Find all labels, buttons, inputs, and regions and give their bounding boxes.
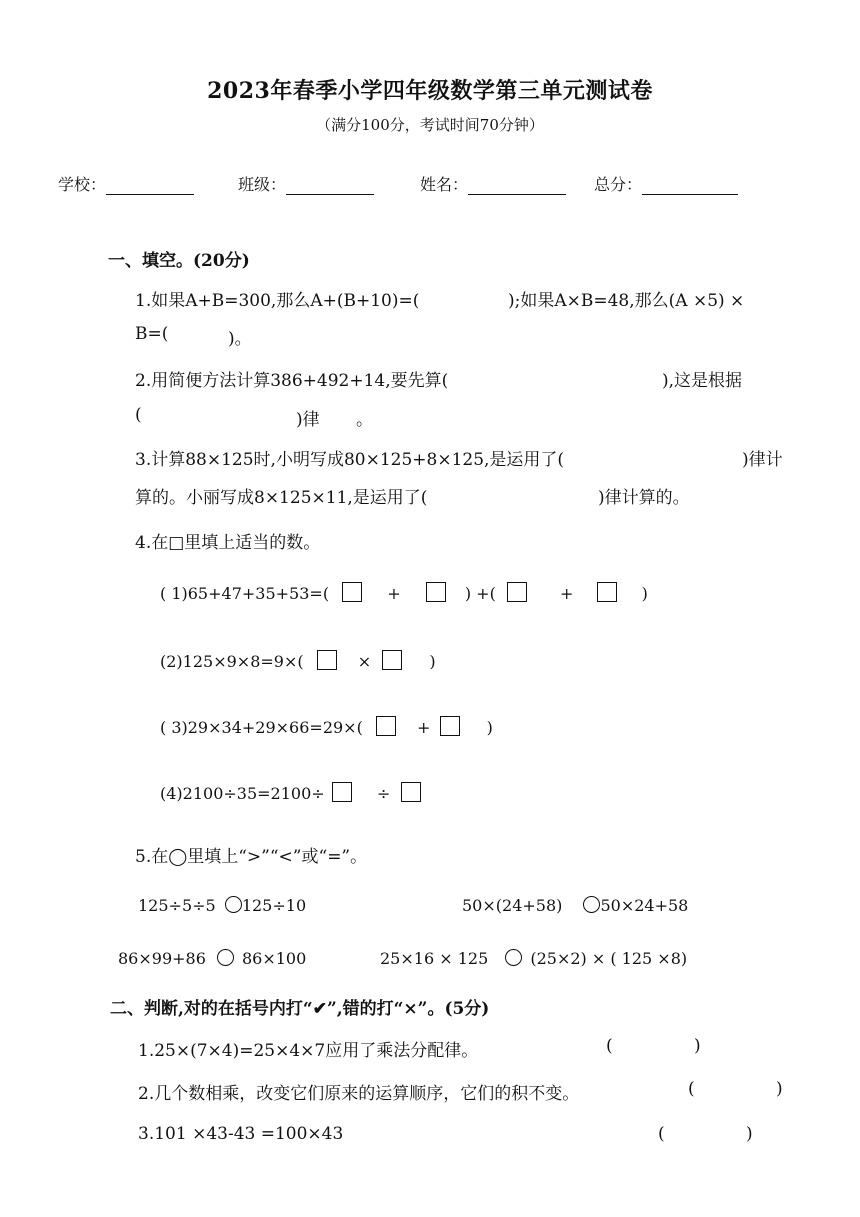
compare-circle[interactable] xyxy=(217,949,234,966)
class-label: 班级： xyxy=(238,175,287,194)
judge-question-3: 3.101 ×43-43 =100×43 xyxy=(138,1124,344,1144)
question-1-3-line2-a: 算的。小丽写成8×125×11,是运用了( xyxy=(135,488,428,508)
name-blank[interactable] xyxy=(468,176,566,195)
answer-box[interactable] xyxy=(440,716,460,736)
eq-text: (4)2100÷35=2100÷ xyxy=(160,784,325,803)
compare-d xyxy=(380,949,687,968)
question-1-2-line2-c: 。 xyxy=(356,410,373,430)
question-1-4-1 xyxy=(160,582,648,603)
compare-left: 25×16 × 125 xyxy=(380,949,489,968)
judge-paren-open-1: ( xyxy=(606,1036,613,1056)
compare-left: 86×99+86 xyxy=(118,949,206,968)
compare-left: 125÷5÷5 xyxy=(138,896,216,915)
question-1-2-part-a: 2.用简便方法计算386+492+14,要先算( xyxy=(135,371,449,391)
eq-text: ) +( xyxy=(464,584,496,603)
question-1-3-part-b: )律计 xyxy=(742,450,783,470)
question-1-2-line2-b: )律 xyxy=(296,410,320,430)
times-sign: × xyxy=(357,652,372,671)
judge-paren-open-3: ( xyxy=(658,1124,665,1144)
compare-right: 125÷10 xyxy=(241,896,307,915)
exam-subtitle: （满分100分，考试时间70分钟） xyxy=(316,116,544,134)
judge-paren-close-1: ) xyxy=(694,1036,701,1056)
plus-sign: + xyxy=(417,718,431,737)
total-blank[interactable] xyxy=(642,176,738,195)
eq-text: ) xyxy=(486,718,493,737)
question-1-4-4 xyxy=(160,782,421,803)
name-label: 姓名： xyxy=(420,175,469,194)
page-title: 2023年春季小学四年级数学第三单元测试卷 xyxy=(207,78,653,104)
judge-paren-open-2: ( xyxy=(688,1079,695,1099)
section-1-heading: 一、填空。(20分) xyxy=(108,251,250,271)
school-label: 学校： xyxy=(58,175,107,194)
answer-box[interactable] xyxy=(332,782,352,802)
question-1-4-2 xyxy=(160,650,436,671)
question-1-1-line2-b: )。 xyxy=(228,329,252,349)
name-field xyxy=(420,172,566,195)
compare-a xyxy=(138,896,306,915)
class-blank[interactable] xyxy=(286,176,374,195)
answer-box[interactable] xyxy=(597,582,617,602)
compare-right: (25×2) × ( 125 ×8) xyxy=(530,949,688,968)
compare-b xyxy=(462,896,688,915)
total-label: 总分： xyxy=(594,175,643,194)
plus-sign: + xyxy=(560,584,574,603)
eq-text: ( 1)65+47+35+53=( xyxy=(160,584,330,603)
total-score-field xyxy=(594,172,738,195)
answer-box[interactable] xyxy=(426,582,446,602)
judge-paren-close-2: ) xyxy=(776,1079,783,1099)
plus-sign: + xyxy=(387,584,401,603)
compare-right: 86×100 xyxy=(241,949,307,968)
answer-box[interactable] xyxy=(376,716,396,736)
question-1-2-part-b: ),这是根据 xyxy=(662,371,743,391)
question-1-1-line2-a: B=( xyxy=(135,324,169,344)
question-1-3-part-a: 3.计算88×125时,小明写成80×125+8×125,是运用了( xyxy=(135,450,565,470)
question-1-1-part-b: );如果A×B=48,那么(A ×5) × xyxy=(508,291,745,311)
compare-c xyxy=(118,949,306,968)
judge-paren-close-3: ) xyxy=(746,1124,753,1144)
question-1-2-line2-a: ( xyxy=(135,405,142,425)
section-2-heading: 二、判断,对的在括号内打“✔”,错的打“×”。(5分) xyxy=(110,999,490,1019)
eq-text: ( 3)29×34+29×66=29×( xyxy=(160,718,363,737)
school-field xyxy=(58,172,194,195)
answer-box[interactable] xyxy=(342,582,362,602)
school-blank[interactable] xyxy=(106,176,194,195)
compare-right: 50×24+58 xyxy=(600,896,689,915)
answer-box[interactable] xyxy=(382,650,402,670)
question-1-5: 5.在◯里填上“>”“<”或“=”。 xyxy=(135,847,368,867)
eq-text: ) xyxy=(641,584,648,603)
question-1-1-part-a: 1.如果A+B=300,那么A+(B+10)=( xyxy=(135,291,420,311)
eq-text: ) xyxy=(429,652,436,671)
divide-sign: ÷ xyxy=(376,784,391,803)
question-1-4: 4.在□里填上适当的数。 xyxy=(135,533,321,553)
class-field xyxy=(238,172,374,195)
judge-question-1: 1.25×(7×4)=25×4×7应用了乘法分配律。 xyxy=(138,1041,479,1061)
compare-circle[interactable] xyxy=(225,896,242,913)
question-1-3-line2-b: )律计算的。 xyxy=(598,488,690,508)
judge-question-2: 2.几个数相乘，改变它们原来的运算顺序，它们的积不变。 xyxy=(138,1084,580,1104)
answer-box[interactable] xyxy=(401,782,421,802)
answer-box[interactable] xyxy=(507,582,527,602)
compare-left: 50×(24+58) xyxy=(462,896,563,915)
eq-text: (2)125×9×8=9×( xyxy=(160,652,304,671)
answer-box[interactable] xyxy=(317,650,337,670)
question-1-4-3 xyxy=(160,716,493,737)
compare-circle[interactable] xyxy=(583,896,600,913)
compare-circle[interactable] xyxy=(505,949,522,966)
